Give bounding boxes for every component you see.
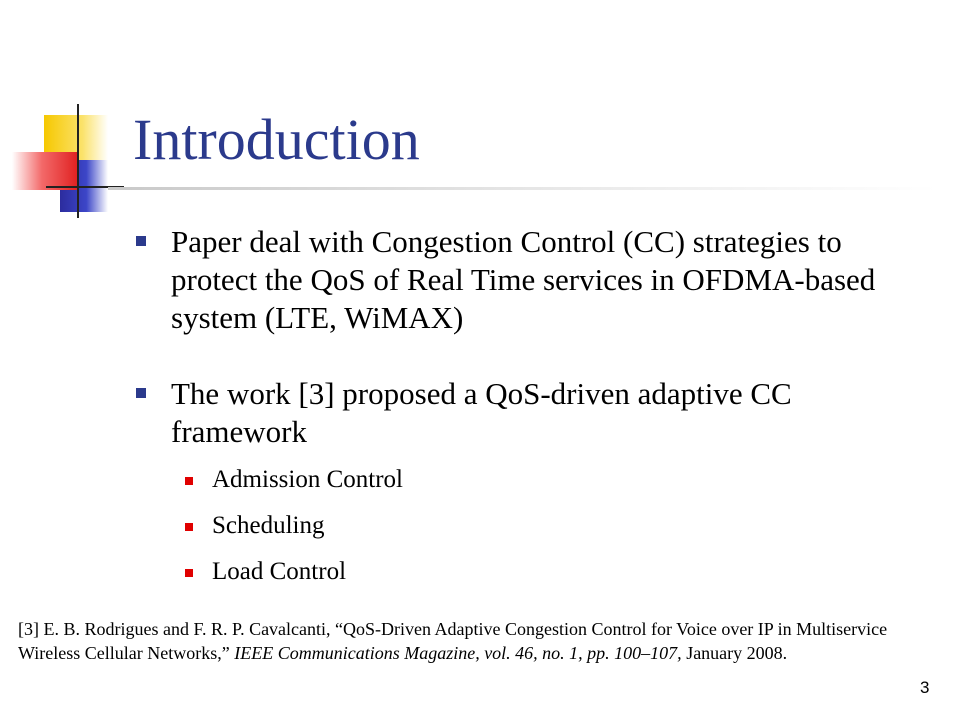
bullet-square-icon [136,388,146,398]
reference-journal: IEEE Communications Magazine, vol. 46, no. 1, pp. 100–107, [234,643,682,663]
bullet-square-icon [136,236,146,246]
logo-red-bar [12,152,78,190]
sub-bullet-square-icon [185,523,193,531]
sub-bullet-square-icon [185,477,193,485]
title-underline [108,187,938,190]
sub-bullet-text: Scheduling [212,512,325,539]
reference-date: January 2008. [681,643,788,663]
bullet-item-1 [171,223,931,337]
bullet-item-2 [171,375,931,451]
reference-citation [18,617,918,665]
page-number: 3 [920,678,930,697]
sub-bullet-item-3 [212,557,812,587]
bullet-text: The work [3] proposed a QoS-driven adaptive CC framework [171,376,792,449]
sub-bullet-item-2 [212,511,812,541]
sub-bullet-square-icon [185,569,193,577]
logo-vertical-line [77,104,79,218]
reference-authors-title: [3] E. B. Rodrigues and F. R. P. Cavalcanti, “QoS-Driven Adaptive Congestion Control for Voice over IP in Multiservice Wireless Cellular Networks,” [18,619,888,663]
bullet-text: Paper deal with Congestion Control (CC) strategies to protect the QoS of Real Time services in OFDMA-based system (LTE, WiMAX) [171,224,876,335]
sub-bullet-text: Load Control [212,558,347,585]
sub-bullet-text: Admission Control [212,466,403,493]
slide-title: Introduction [133,107,420,172]
sub-bullet-item-1 [212,465,812,495]
